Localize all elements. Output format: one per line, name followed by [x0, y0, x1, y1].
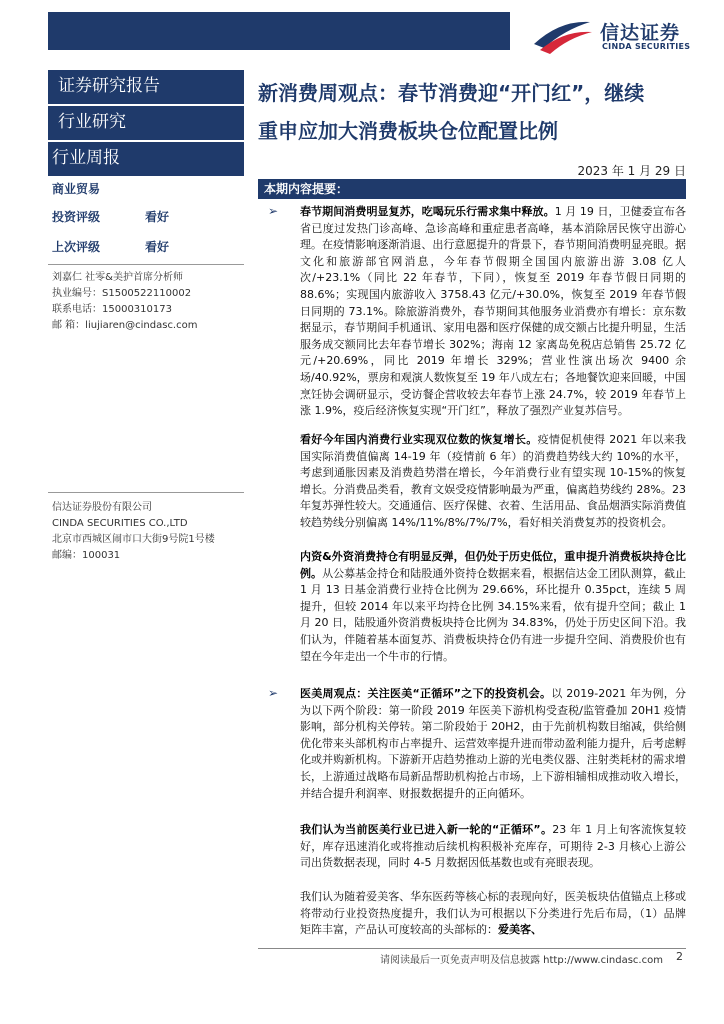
paragraph-1-lead: 春节期间消费明显复苏，吃喝玩乐行需求集中释放。	[300, 205, 555, 218]
paragraph-3-lead: 内资&外资消费持仓有明显反弹，但仍处于历史低位，重申提升消费板块持仓比例。	[300, 550, 686, 580]
summary-header: 本期内容提要：	[258, 179, 686, 199]
company-logo	[530, 14, 720, 54]
footer-divider	[258, 948, 686, 949]
logo-cn-text: 信达证券	[600, 22, 681, 44]
analyst-info	[52, 270, 197, 334]
footer-disclaimer[interactable]: 请阅读最后一页免责声明及信息披露 http://www.cindasc.com	[380, 955, 663, 966]
bullet-arrow-icon: ➢	[268, 686, 279, 700]
header-band	[48, 12, 510, 50]
paragraph-6-body: 我们认为随着爱美客、华东医药等核心标的表现向好，医美板块估值锚点上移或将带动行业投资热度提升，我们认为可根据以下分类进行先后布局，（1）品牌矩阵丰富，产品认可度较高的头部标的：	[300, 890, 686, 937]
paragraph-4	[300, 686, 686, 802]
title-line-2: 重申应加大消费板块仓位配置比例	[258, 119, 558, 143]
rating-label: 投资评级	[52, 210, 101, 224]
page-title	[258, 74, 694, 150]
paragraph-2-body: 疫情促机使得 2021 年以来我国实际消费值偏离 14-19 年（疫情前 6 年）的消费趋势线大约 10%的水平，考虑到通胀因素及消费趋势潜在增长，今年消费行业有望实现 10-15%的恢复增长。分消费品类看，教育文娱受疫情影响最为严重，偏离趋势线约 28%。23 年复苏弹性较大。交通通信、医疗保健、衣着、生活用品、食品烟酒实际消费值较趋势线分别偏离 14%/11%/8%/7%/7%，看好相关消费复苏的投资机会。	[300, 433, 686, 529]
prev-rating-value: 看好	[145, 240, 170, 254]
paragraph-2-lead: 看好今年国内消费行业实现双位数的恢复增长。	[300, 433, 538, 446]
page-number: 2	[676, 950, 683, 963]
bullet-arrow-icon: ➢	[268, 204, 279, 218]
paragraph-4-body: 以 2019-2021 年为例，分为以下两个阶段：第一阶段 2019 年医美下游机构受查税/监管叠加 20H1 疫情影响，部分机构关停转。第二阶段始于 20H2，由于先前机构数目缩减，供给侧优化带来头部机构市占率提升、运营效率提升进而带动盈利能力提升，后考虑孵化或并购新机构。下游新开店趋势推动上游的光电类仪器、注射类耗材的需求增长，上游通过战略布局新品帮助机构抢占市场，上下游相辅相成推动收入增长，并结合提升利润率、财报数据提升的正向循环。	[300, 687, 686, 800]
company-info	[52, 500, 215, 564]
paragraph-5-lead: 我们认为当前医美行业已进入新一轮的“正循环”。	[300, 823, 553, 836]
industry-name: 商业贸易	[52, 182, 101, 196]
paragraph-1	[300, 204, 686, 420]
paragraph-3	[300, 549, 686, 665]
sidebar-divider	[48, 264, 244, 265]
paragraph-1-body: 1 月 19 日，卫健委宣布各省已度过发热门诊高峰、急诊高峰和重症患者高峰，基本消除居民恢守出游心理。在疫情影响逐渐消退、出行意愿提升的背景下，春节期间消费明显亮眼。据文化和旅游部官网消息，今年春节假期全国国内旅游出游 3.08 亿人次/+23.1%（同比 22 年春节，下同），恢复至 2019 年春节假日同期的 88.6%；实现国内旅游收入 3758.43 亿元/+30.0%，恢复至 2019 年春节假日同期的 73.1%。除旅游消费外，春节期间其他服务业消费亦有增长：京东数据显示，春节期间手机通讯、家用电器和医疗保健的成交额占比提升明显，生活服务成交额同比去年春节增长 302%；海南 12 家离岛免税店总销售 25.72 亿元/+20.69%，同比 2019 年增长 329%；营业性演出场次 9400 余场/40.92%，票房和观演人数恢复至 19 年八成左右；各地餐饮迎来回暖，中国烹饪协会调研显示，受访餐企营收较去年春节上涨 24.7%，较 2019 年春节上涨 1.9%，疫后经济恢复实现“开门红”，释放了强烈产业复苏信号。	[300, 205, 686, 418]
paragraph-5-body: 23 年 1 月上旬客流恢复较好，库存迅速消化或将推动后续机构积极补充库存，可期待 2-3 月核心上游公司出货数据表现，同时 4-5 月数据因低基数也或有亮眼表现。	[300, 823, 686, 870]
company-address: 北京市西城区闹市口大街9号院1号楼	[52, 534, 215, 545]
report-subcategory: 行业周报	[48, 142, 244, 176]
title-line-1: 新消费周观点：春节消费迎“开门红”，继续	[258, 81, 645, 105]
paragraph-4-lead: 医美周观点：关注医美“正循环”之下的投资机会。	[300, 687, 552, 700]
sidebar-divider	[48, 492, 244, 493]
paragraph-6	[300, 889, 686, 939]
company-cn: 信达证券股份有限公司	[52, 502, 152, 513]
logo-swoosh-icon	[530, 14, 594, 54]
analyst-phone: 联系电话：15000310173	[52, 304, 172, 315]
report-date: 2023 年 1 月 29 日	[577, 164, 686, 178]
logo-en-text: CINDA SECURITIES	[602, 42, 691, 51]
prev-rating-label: 上次评级	[52, 240, 101, 254]
rating-value: 看好	[145, 210, 170, 224]
report-category: 行业研究	[48, 106, 244, 140]
analyst-email[interactable]: 邮 箱：liujiaren@cindasc.com	[52, 320, 198, 331]
report-type: 证券研究报告	[48, 70, 244, 104]
analyst-cert: 执业编号：S1500522110002	[52, 288, 192, 299]
paragraph-5	[300, 822, 686, 872]
company-en: CINDA SECURITIES CO.,LTD	[52, 518, 188, 529]
company-postcode: 邮编：100031	[52, 550, 121, 561]
paragraph-3-body: 从公募基金持仓和陆股通外资持仓数据来看，根据信达金工团队测算，截止 1 月 13 日基金消费行业持仓比例为 29.66%，环比提升 0.35pct，连续 5 周提升，但较 2014 年以来平均持仓比例 34.15%来看，依有提升空间；截止 1 月 20 日，陆股通外资消费板块持仓比例为 34.83%，仍处于历史区间下沿。我们认为，伴随着基本面复苏、消费板块持仓仍有进一步提升空间、消费股价也有望在今年走出一个牛市的行情。	[300, 566, 687, 663]
analyst-name: 刘嘉仁 社零&美护首席分析师	[52, 272, 183, 283]
paragraph-6-tail: 爱美客、	[498, 923, 542, 937]
paragraph-2	[300, 432, 686, 532]
